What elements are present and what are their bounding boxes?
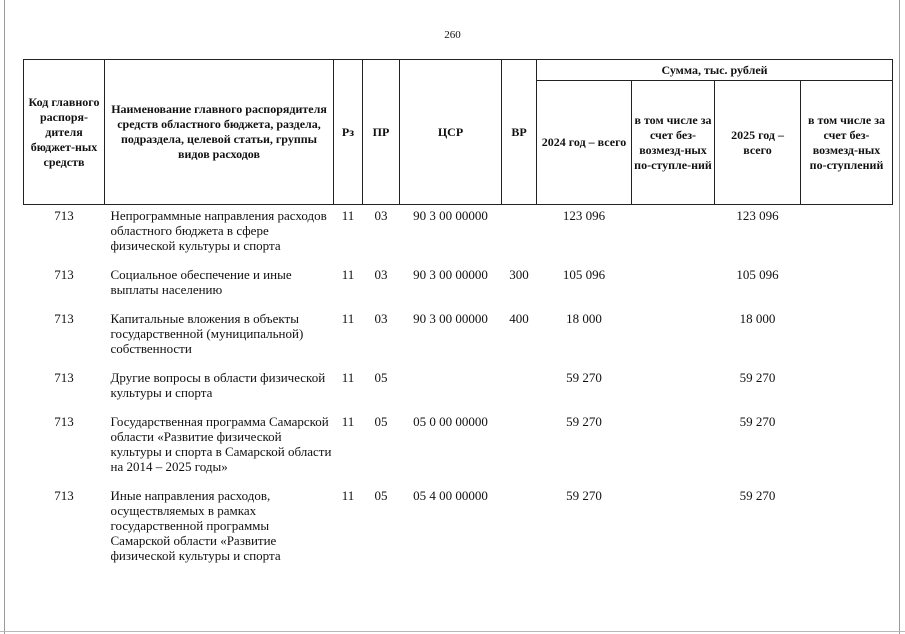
- cell-2025-grants: [801, 414, 893, 488]
- scan-edge-right: [899, 0, 900, 634]
- cell-rz: 11: [341, 311, 355, 326]
- cell-name: Капитальные вложения в объекты государственной (муниципальной) собственности: [110, 311, 304, 356]
- cell-2025-grants: [801, 205, 893, 268]
- cell-csr: 05 0 00 00000: [413, 414, 488, 429]
- cell-pr: 05: [374, 370, 388, 385]
- cell-code: 713: [54, 311, 74, 326]
- cell-2024-grants: [632, 488, 715, 577]
- header-rz: Рз: [334, 60, 363, 205]
- cell-2024-total: 18 000: [566, 311, 602, 326]
- cell-vr: 400: [509, 311, 529, 326]
- header-code: Код главного распоря-дителя бюджет-ных средств: [24, 60, 105, 205]
- scan-edge-bottom: [0, 631, 905, 632]
- table-header: [24, 60, 893, 205]
- cell-2024-total: 59 270: [566, 414, 602, 429]
- cell-code: 713: [54, 488, 74, 503]
- budget-table: [23, 59, 893, 577]
- cell-2024-total: 59 270: [566, 370, 602, 385]
- cell-code: 713: [54, 267, 74, 282]
- header-2025-total: 2025 год – всего: [715, 81, 801, 205]
- header-pr: ПР: [363, 60, 400, 205]
- cell-2025-total: 59 270: [739, 370, 776, 385]
- table-row: [24, 488, 893, 577]
- scan-edge-left: [4, 0, 5, 634]
- cell-code: 713: [54, 208, 74, 223]
- cell-vr: [502, 370, 537, 414]
- header-2024-grants: в том числе за счет без-возмезд-ных по-ступле-ний: [632, 81, 715, 205]
- header-name: Наименование главного распорядителя средств областного бюджета, раздела, подраздела, целевой статьи, группы видов расходов: [105, 60, 334, 205]
- cell-2025-grants: [801, 267, 893, 311]
- cell-2024-grants: [632, 311, 715, 370]
- cell-name: Иные направления расходов, осуществляемых в рамках государственной программы Самарской области «Развитие физической культуры и спорта: [110, 488, 281, 563]
- table-row: [24, 267, 893, 311]
- cell-rz: 11: [341, 414, 355, 429]
- header-sum: Сумма, тыс. рублей: [537, 60, 893, 81]
- cell-vr: [502, 205, 537, 268]
- cell-2024-grants: [632, 205, 715, 268]
- cell-2024-grants: [632, 267, 715, 311]
- table-row: [24, 414, 893, 488]
- cell-2024-grants: [632, 370, 715, 414]
- cell-rz: 11: [341, 208, 355, 223]
- cell-2025-grants: [801, 370, 893, 414]
- cell-2025-total: 105 096: [736, 267, 779, 282]
- cell-name: Государственная программа Самарской области «Развитие физической культуры и спорта в Самарской области на 2014 – 2025 годы»: [110, 414, 332, 474]
- header-csr: ЦСР: [400, 60, 502, 205]
- cell-name: Социальное обеспечение и иные выплаты населению: [110, 267, 292, 297]
- table-body: [24, 205, 893, 578]
- table-row: [24, 370, 893, 414]
- cell-csr: 90 3 00 00000: [413, 311, 488, 326]
- table-row: [24, 205, 893, 268]
- cell-2025-grants: [801, 488, 893, 577]
- cell-2025-grants: [801, 311, 893, 370]
- cell-pr: 05: [374, 488, 388, 503]
- cell-2025-total: 18 000: [739, 311, 776, 326]
- header-2024-total: 2024 год – всего: [537, 81, 632, 205]
- cell-rz: 11: [341, 267, 355, 282]
- cell-2024-total: 123 096: [562, 208, 606, 223]
- cell-vr: [502, 488, 537, 577]
- cell-2025-total: 59 270: [739, 488, 776, 503]
- cell-name: Непрограммные направления расходов областного бюджета в сфере физической культуры и спорта: [110, 208, 327, 253]
- cell-code: 713: [54, 414, 74, 429]
- cell-rz: 11: [341, 488, 355, 503]
- header-vr: ВР: [502, 60, 537, 205]
- cell-2024-total: 105 096: [562, 267, 606, 282]
- cell-vr: 300: [509, 267, 529, 282]
- cell-2024-grants: [632, 414, 715, 488]
- cell-2024-total: 59 270: [566, 488, 602, 503]
- cell-2025-total: 59 270: [739, 414, 776, 429]
- cell-pr: 03: [374, 208, 388, 223]
- cell-name: Другие вопросы в области физической культуры и спорта: [110, 370, 326, 400]
- cell-pr: 03: [374, 311, 388, 326]
- cell-csr: [400, 370, 502, 414]
- header-2025-grants: в том числе за счет без-возмезд-ных по-ступлений: [801, 81, 893, 205]
- cell-csr: 05 4 00 00000: [413, 488, 488, 503]
- cell-2025-total: 123 096: [736, 208, 779, 223]
- cell-pr: 03: [374, 267, 388, 282]
- page-number: 260: [444, 29, 461, 41]
- cell-vr: [502, 414, 537, 488]
- cell-rz: 11: [341, 370, 355, 385]
- table-row: [24, 311, 893, 370]
- cell-code: 713: [54, 370, 74, 385]
- cell-pr: 05: [374, 414, 388, 429]
- cell-csr: 90 3 00 00000: [413, 267, 488, 282]
- cell-csr: 90 3 00 00000: [413, 208, 488, 223]
